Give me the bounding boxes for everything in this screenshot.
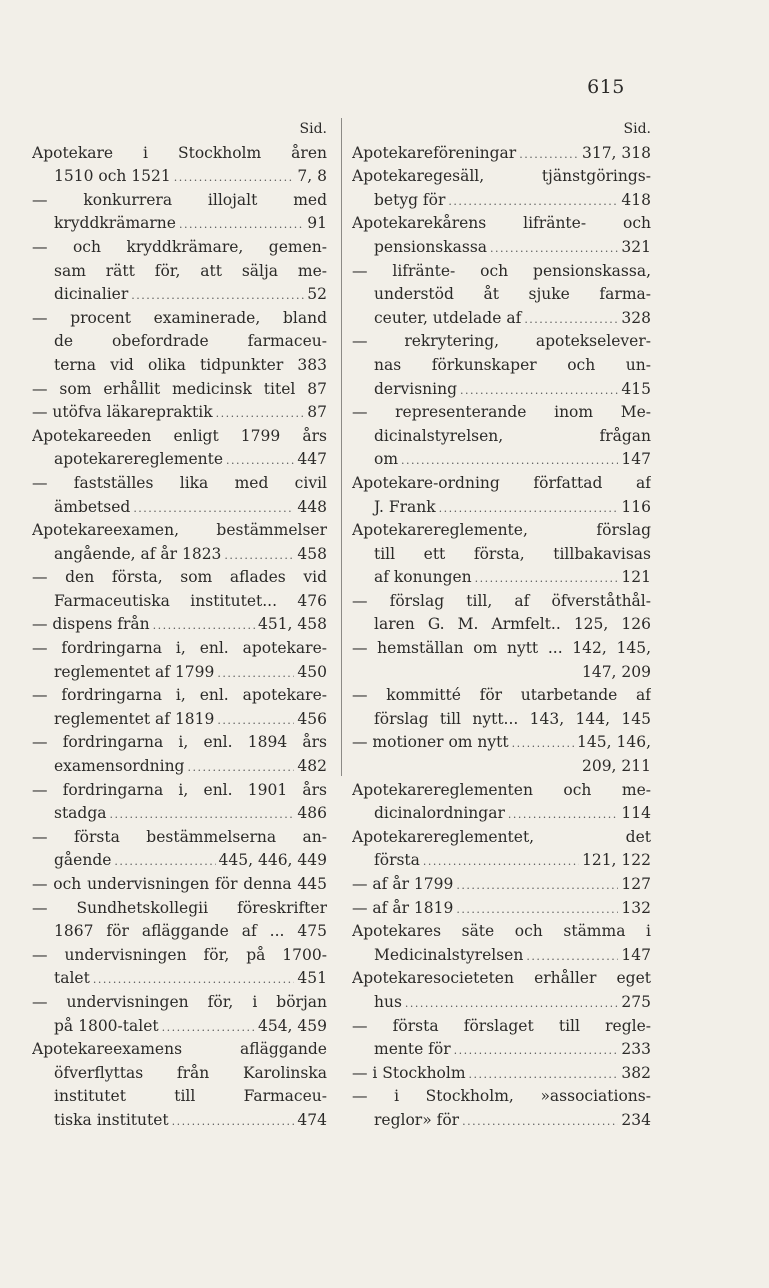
index-entry-line [352, 991, 651, 1015]
page-reference: 450 [297, 662, 327, 681]
index-entry-line [32, 307, 327, 331]
page-number: 615 [587, 76, 625, 98]
index-entry-line [352, 378, 651, 402]
entry-text: Apotekaregesäll, tjänstgörings- [352, 167, 651, 186]
entry-text: — i Stockholm [352, 1063, 466, 1082]
index-entry-line [32, 519, 327, 543]
leader-dots [423, 850, 579, 873]
page-reference: 454, 459 [257, 1016, 327, 1035]
page-reference: 451 [297, 969, 327, 988]
index-entry-line [32, 944, 327, 968]
entry-text: — representerande inom Me- [352, 403, 651, 422]
leader-dots [131, 284, 304, 307]
entry-text: sam rätt för, att sälja me- [54, 261, 327, 280]
page-reference: 121 [621, 568, 651, 587]
index-entry-line [352, 236, 651, 260]
index-entry-line [352, 260, 651, 284]
entry-text: om [374, 450, 399, 469]
index-entry-line [352, 590, 651, 614]
index-entry-line [32, 897, 327, 921]
page-reference: 418 [621, 190, 651, 209]
entry-text: — hemställan om nytt ... 142, 145, [352, 639, 651, 658]
index-entry-line [32, 755, 327, 779]
index-entry-line [352, 873, 651, 897]
entry-text: Farmaceutiska institutet... 476 [54, 591, 327, 610]
page-reference: 382 [621, 1063, 651, 1082]
page-reference: 445, 446, 449 [218, 851, 327, 870]
index-entry-line [32, 472, 327, 496]
entry-text: talet [54, 969, 90, 988]
index-entry-line [352, 684, 651, 708]
entry-text: pensionskassa [374, 237, 488, 256]
entry-text: Apotekarereglementen och me- [352, 780, 651, 799]
index-entry-line [352, 613, 651, 637]
entry-text: betyg för [374, 190, 446, 209]
leader-dots [226, 449, 294, 472]
index-entry-line [352, 307, 651, 331]
index-entry-line [352, 496, 651, 520]
entry-text: — rekrytering, apotekselever- [352, 332, 651, 351]
entry-text: — fordringarna i, enl. 1901 års [32, 780, 327, 799]
index-entry-line [352, 944, 651, 968]
entry-text: — fordringarna i, enl. apotekare- [32, 686, 327, 705]
page-reference: 121, 122 [581, 851, 651, 870]
index-entry-line [32, 425, 327, 449]
entry-text: — och kryddkrämare, gemen- [32, 237, 327, 256]
leader-dots [475, 567, 619, 590]
page-reference: 87 [307, 403, 327, 422]
entry-text: Apotekareföreningar [352, 143, 517, 162]
index-entry-line [32, 1085, 327, 1109]
page-reference: 116 [621, 497, 651, 516]
column-divider [341, 118, 342, 776]
entry-text: första [374, 851, 420, 870]
index-entry-line [32, 802, 327, 826]
page-reference: 132 [621, 898, 651, 917]
page-reference: 474 [297, 1110, 327, 1129]
index-entry-line [32, 448, 327, 472]
page-reference: 447 [297, 450, 327, 469]
leader-dots [524, 308, 618, 331]
index-entry-line [32, 708, 327, 732]
entry-text: 147, 209 [581, 662, 651, 681]
page-reference: 7, 8 [297, 167, 327, 186]
entry-text: hus [374, 992, 402, 1011]
entry-text: reglor» för [374, 1110, 460, 1129]
leader-dots [187, 756, 294, 779]
entry-text: J. Frank [374, 497, 436, 516]
entry-text: Apotekaresocieteten erhåller eget [352, 969, 651, 988]
index-entry-line [352, 165, 651, 189]
index-entry-line [32, 967, 327, 991]
entry-text: — förslag till, af öfverståthål- [352, 591, 651, 610]
index-entry-line [32, 189, 327, 213]
entry-text: Apotekares säte och stämma i [352, 922, 651, 941]
entry-text: — fordringarna i, enl. apotekare- [32, 639, 327, 658]
index-entry-line [352, 354, 651, 378]
page-reference: 52 [307, 285, 327, 304]
entry-text: stadga [54, 804, 107, 823]
leader-dots [462, 1110, 618, 1133]
index-entry-line [352, 543, 651, 567]
entry-text: ämbetsed [54, 497, 131, 516]
leader-dots [153, 614, 255, 637]
index-entry-line [352, 472, 651, 496]
entry-text: 1867 för afläggande af ... 475 [54, 922, 327, 941]
leader-dots [133, 497, 294, 520]
index-entry-line [352, 779, 651, 803]
entry-text: Apotekarekårens lifränte- och [352, 214, 651, 233]
leader-dots [217, 709, 294, 732]
page-reference: 317, 318 [581, 143, 651, 162]
index-entry-line [352, 566, 651, 590]
index-entry-line [352, 1038, 651, 1062]
leader-dots [439, 497, 619, 520]
index-entry-line [32, 354, 327, 378]
index-entry-line [32, 1015, 327, 1039]
entry-text: Apotekare i Stockholm åren [32, 143, 327, 162]
entry-text: Medicinalstyrelsen [374, 945, 524, 964]
page-reference: 451, 458 [257, 615, 327, 634]
index-entry-line [352, 802, 651, 826]
index-entry-line [352, 1085, 651, 1109]
entry-text: tiska institutet [54, 1110, 169, 1129]
index-entry-line [32, 283, 327, 307]
entry-text: dicinalordningar [374, 804, 505, 823]
leader-dots [526, 945, 618, 968]
page-reference: 145, 146, [577, 733, 651, 752]
index-entry-line [352, 142, 651, 166]
entry-text: 1510 och 1521 [54, 167, 171, 186]
page-reference: 275 [621, 992, 651, 1011]
index-entry-line [32, 142, 327, 166]
index-entry-line [32, 779, 327, 803]
entry-text: — fastställes lika med civil [32, 473, 327, 492]
index-entry-line [32, 212, 327, 236]
entry-text: till ett första, tillbakavisas [374, 544, 651, 563]
entry-text: reglementet af 1799 [54, 662, 215, 681]
entry-text: Apotekareeden enligt 1799 års [32, 426, 327, 445]
entry-text: dicinalier [54, 285, 129, 304]
leader-dots [460, 379, 618, 402]
entry-text: dicinalstyrelsen, frågan [374, 426, 651, 445]
index-entry-line [32, 236, 327, 260]
entry-text: öfverflyttas från Karolinska [54, 1063, 327, 1082]
index-entry-line [352, 755, 651, 779]
entry-text: examensordning [54, 757, 185, 776]
index-entry-line [32, 165, 327, 189]
leader-dots [448, 190, 618, 213]
entry-text: — undervisningen för, i början [32, 992, 327, 1011]
entry-text: — procent examinerade, bland [32, 308, 327, 327]
index-entry-line [352, 661, 651, 685]
leader-dots [217, 662, 294, 685]
leader-dots [456, 874, 618, 897]
entry-text: Apotekare-ordning författad af [352, 473, 651, 492]
index-entry-line [352, 1109, 651, 1133]
index-entry-line [352, 401, 651, 425]
index-entry-line [32, 920, 327, 944]
index-entry-line [352, 920, 651, 944]
entry-text: — motioner om nytt [352, 733, 509, 752]
page-column-header: Sid. [623, 121, 651, 137]
index-entry-line [32, 684, 327, 708]
entry-text: gående [54, 851, 112, 870]
entry-text: — undervisningen för, på 1700- [32, 945, 327, 964]
entry-text: — dispens från [32, 615, 150, 634]
page-column-header: Sid. [299, 121, 327, 137]
index-entry-line [32, 260, 327, 284]
index-entry-line [352, 330, 651, 354]
entry-text: kryddkrämarne [54, 214, 176, 233]
leader-dots [456, 898, 618, 921]
page-reference: 147 [621, 450, 651, 469]
entry-text: de obefordrade farmaceu- [54, 332, 327, 351]
page-reference: 233 [621, 1040, 651, 1059]
page-reference: 127 [621, 875, 651, 893]
leader-dots [512, 732, 574, 755]
entry-text: — och undervisningen för denna 445 [32, 875, 327, 893]
page-reference: 482 [297, 757, 327, 776]
entry-text: — första bestämmelserna an- [32, 827, 327, 846]
page-reference: 458 [297, 544, 327, 563]
entry-text: af konungen [374, 568, 472, 587]
index-entry-line [352, 731, 651, 755]
entry-text: nas förkunskaper och un- [374, 355, 651, 374]
entry-text: ceuter, utdelade af [374, 308, 522, 327]
index-entry-line [32, 330, 327, 354]
leader-dots [114, 850, 215, 873]
entry-text: — af år 1819 [352, 898, 454, 917]
leader-dots [162, 1016, 255, 1039]
entry-text: — konkurrera illojalt med [32, 190, 327, 209]
index-entry-line [32, 1038, 327, 1062]
entry-text: terna vid olika tidpunkter 383 [54, 355, 327, 374]
leader-dots [454, 1039, 619, 1062]
index-entry-line [352, 212, 651, 236]
leader-dots [401, 449, 618, 472]
index-entry-line [352, 448, 651, 472]
entry-text: Apotekareexamens afläggande [32, 1040, 327, 1059]
index-entry-line [32, 613, 327, 637]
index-entry-line [352, 637, 651, 661]
page-reference: 486 [297, 804, 327, 823]
index-entry-line [352, 897, 651, 921]
index-entry-line [32, 1109, 327, 1133]
entry-text: Apotekareexamen, bestämmelser [32, 521, 327, 540]
page-reference: 415 [621, 379, 651, 398]
index-entry-line [352, 967, 651, 991]
leader-dots [224, 544, 294, 567]
entry-text: institutet till Farmaceu- [54, 1087, 327, 1106]
leader-dots [93, 968, 295, 991]
entry-text: — i Stockholm, »associations- [352, 1087, 651, 1106]
leader-dots [490, 237, 618, 260]
leader-dots [172, 1110, 295, 1133]
index-entry-line [32, 826, 327, 850]
index-entry-line [32, 991, 327, 1015]
entry-text: — första förslaget till regle- [352, 1016, 651, 1035]
page-reference: 321 [621, 237, 651, 256]
index-entry-line [352, 189, 651, 213]
leader-dots [110, 803, 295, 826]
index-entry-line [32, 661, 327, 685]
index-entry-line [352, 826, 651, 850]
index-entry-line [32, 401, 327, 425]
entry-text: — Sundhetskollegii föreskrifter [32, 898, 327, 917]
entry-text: — lifränte- och pensionskassa, [352, 261, 651, 280]
index-entry-line [352, 425, 651, 449]
entry-text: — fordringarna i, enl. 1894 års [32, 733, 327, 752]
entry-text: på 1800-talet [54, 1016, 159, 1035]
index-entry-line [32, 637, 327, 661]
entry-text: understöd åt sjuke farma- [374, 285, 651, 304]
entry-text: angående, af år 1823 [54, 544, 222, 563]
leader-dots [519, 143, 579, 166]
page-reference: 147 [621, 945, 651, 964]
entry-text: — som erhållit medicinsk titel 87 [32, 379, 327, 398]
entry-text: 209, 211 [581, 757, 651, 776]
index-entry-line [32, 590, 327, 614]
page-reference: 328 [621, 308, 651, 327]
index-entry-line [32, 1062, 327, 1086]
index-entry-line [352, 519, 651, 543]
leader-dots [508, 803, 619, 826]
page-reference: 114 [621, 804, 651, 823]
index-entry-line [32, 566, 327, 590]
entry-text: reglementet af 1819 [54, 709, 215, 728]
index-entry-line [352, 708, 651, 732]
page-reference: 91 [307, 214, 327, 233]
index-entry-line [352, 1015, 651, 1039]
index-entry-line [352, 1062, 651, 1086]
index-entry-line [352, 849, 651, 873]
index-entry-line [32, 496, 327, 520]
leader-dots [174, 166, 295, 189]
entry-text: — af år 1799 [352, 875, 454, 893]
page-reference: 234 [621, 1110, 651, 1129]
entry-text: — kommitté för utarbetande af [352, 686, 651, 705]
index-column-left [32, 118, 327, 1133]
entry-text: — utöfva läkarepraktik [32, 403, 213, 422]
leader-dots [216, 402, 305, 425]
index-entry-line [352, 283, 651, 307]
leader-dots [179, 213, 304, 236]
index-entry-line [32, 378, 327, 402]
entry-text: mente för [374, 1040, 451, 1059]
page-reference: 456 [297, 709, 327, 728]
index-column-right [352, 118, 651, 1133]
leader-dots [469, 1063, 619, 1086]
index-entry-line [32, 543, 327, 567]
entry-text: apotekarereglemente [54, 450, 224, 469]
entry-text: Apotekarereglemente, förslag [352, 521, 651, 540]
entry-text: förslag till nytt... 143, 144, 145 [374, 709, 651, 728]
entry-text: laren G. M. Armfelt.. 125, 126 [374, 615, 651, 634]
entry-text: — den första, som aflades vid [32, 568, 327, 587]
entry-text: dervisning [374, 379, 458, 398]
index-entry-line [32, 873, 327, 897]
entry-text: Apotekarereglementet, det [352, 827, 651, 846]
page-reference: 448 [297, 497, 327, 516]
index-entry-line [32, 849, 327, 873]
leader-dots [405, 992, 618, 1015]
index-entry-line [32, 731, 327, 755]
